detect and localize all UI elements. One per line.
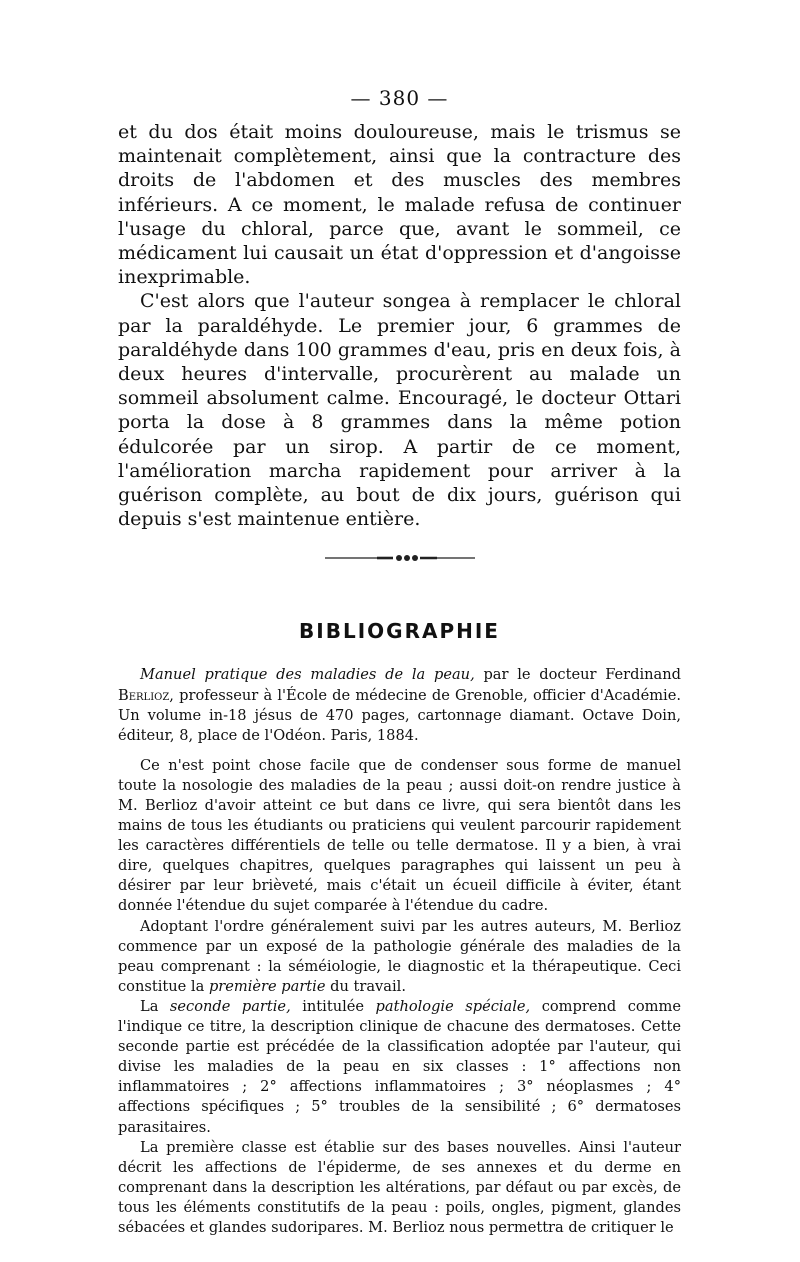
review-p3-lead: La [140,997,170,1015]
bibliography-entry [118,665,681,745]
entry-details: professeur à l'École de médecine de Grenoble, officier d'Académie. Un volume in-18 jésus de 470 pages, cartonnage diamant. Octave Doin, éditeur, 8, place de l'Odéon. Paris, 1884. [118,686,681,744]
section-heading: BIBLIOGRAPHIE [299,619,500,644]
book-page [118,86,681,1238]
review-paragraph-2 [118,917,681,997]
ornament-rule-icon [325,553,475,563]
review-p3-text: comprend comme l'indique ce titre, la description clinique de chacune des dermatoses. Cette seconde partie est précédée de la classification adoptée par l'auteur, qui divise les maladies de la peau en six classes : 1° affections non inflammatoires ; 2° affections inflammatoires ; 3° néoplasmes ; 4° affections spécifiques ; 5° troubles de la sensibilité ; 6° dermatoses parasitaires. [118,997,681,1136]
review-p3-mid: intitulée [290,997,376,1015]
book-title: Manuel pratique des maladies de la peau, [140,666,475,684]
review-p2-text: Adoptant l'ordre généralement suivi par les autres auteurs, M. Berlioz commence par un exposé de la pathologie générale des maladies de la peau comprenant : la séméiologie, le diagnostic et la thérapeutique. Ceci constitue la [118,917,681,995]
review-p3-emphasis-2: pathologie spéciale, [375,997,531,1015]
case-paragraph-2: C'est alors que l'auteur songea à remplacer le chloral par la paraldéhyde. Le premier jour, 6 grammes de paraldéhyde dans 100 grammes d'eau, pris en deux fois, à deux heures d'intervalle, procurèrent au malade un sommeil absolument calme. Encouragé, le docteur Ottari porta la dose à 8 grammes dans la même potion édulcorée par un sirop. A partir de ce moment, l'amélioration marcha rapidement pour arriver à la guérison complète, au bout de dix jours, guérison qui depuis s'est maintenue entière. [118,290,681,531]
review-p2-tail: du travail. [325,977,406,995]
review-paragraph-3 [118,997,681,1138]
page-number: — 380 — [350,86,449,110]
section-divider-ornament [118,553,681,563]
case-paragraph-1: et du dos était moins douloureuse, mais le trismus se maintenait complètement, ainsi que la contracture des droits de l'abdomen et des muscles des membres inférieurs. A ce moment, le malade refusa de continuer l'usage du chloral, parce que, avant le sommeil, ce médicament lui causait un état d'oppression et d'angoisse inexprimable. [118,121,681,289]
review-paragraph-1: Ce n'est point chose facile que de condenser sous forme de manuel toute la nosologie des maladies de la peau ; aussi doit-on rendre justice à M. Berlioz d'avoir atteint ce but dans ce livre, qui sera bientôt dans les mains de tous les étudiants ou praticiens qui veulent parcourir rapidement les caractères différentiels de telle ou telle dermatose. Il y a bien, à vrai dire, quelques chapitres, quelques paragraphes qui laissent un peu à désirer par leur brièveté, mais c'était un écueil difficile à éviter, étant donnée l'étendue du sujet comparée à l'étendue du cadre. [118,756,681,915]
review-paragraph-4: La première classe est établie sur des bases nouvelles. Ainsi l'auteur décrit les affections de l'épiderme, de ses annexes et du derme en comprenant dans la description les altérations, par défaut ou par excès, de tous les éléments constitutifs de la peau : poils, ongles, pigment, glandes sébacées et glandes sudoripares. M. Berlioz nous permettra de critiquer le [118,1138,681,1236]
book-author: Berlioz, [118,686,174,704]
review-p3-emphasis-1: seconde partie, [169,997,291,1015]
review-p2-emphasis: première partie [208,977,326,995]
entry-by-prefix: par le docteur Ferdinand [474,666,681,684]
